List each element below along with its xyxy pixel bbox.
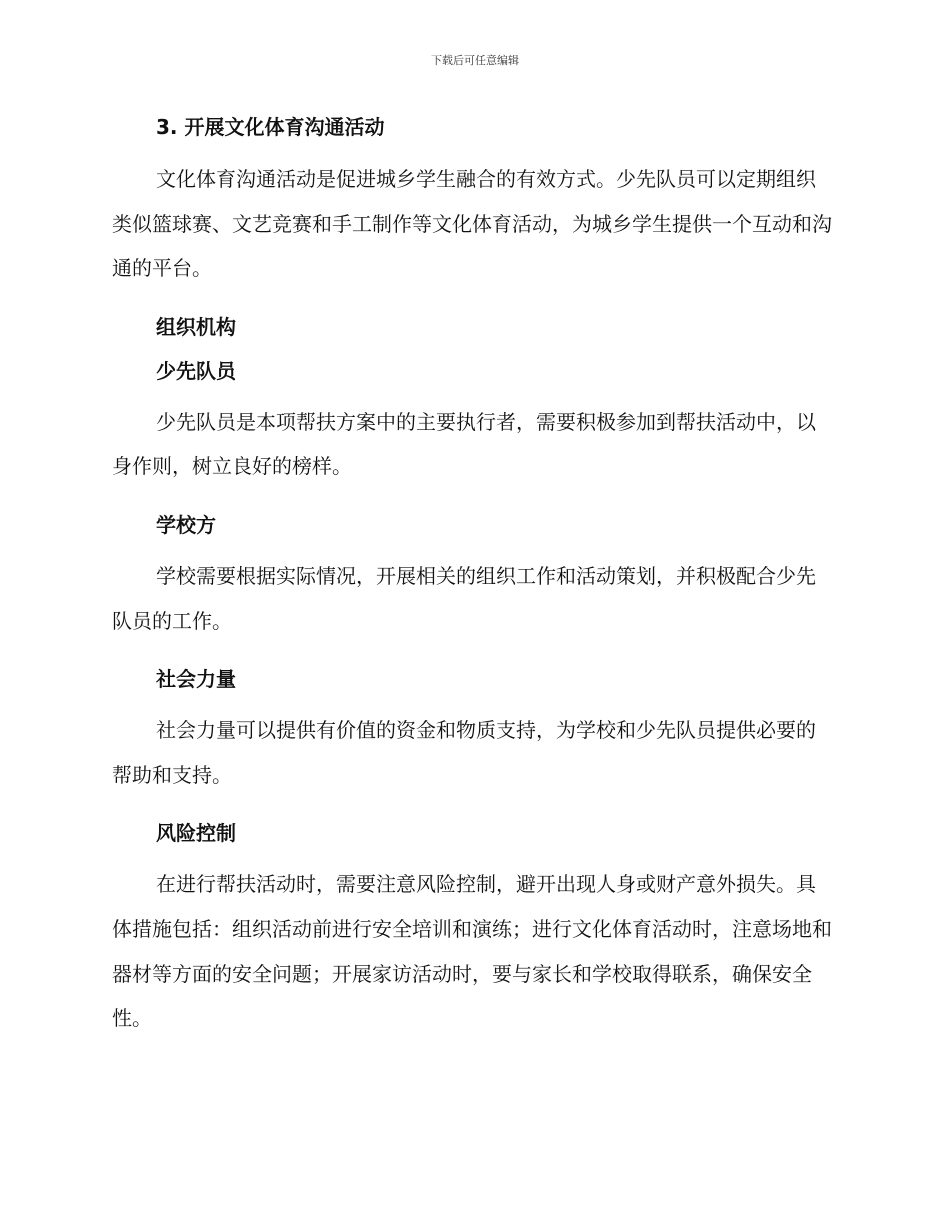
paragraph-pioneers: 少先队员是本项帮扶方案中的主要执行者，需要积极参加到帮扶活动中，以身作则，树立良好的榜样。 [112,409,816,479]
section-heading-activities: 3. 开展文化体育沟通活动 [156,115,385,139]
section-heading-risk: 风险控制 [156,821,236,846]
subheading-school: 学校方 [156,512,216,537]
paragraph-risk: 在进行帮扶活动时，需要注意风险控制，避开出现人身或财产意外损失。具体措施包括：组织活动前进行安全培训和演练；进行文化体育活动时，注意场地和器材等方面的安全问题；开展家访活动时，要与家长和学校取得联系，确保安全性。 [112,872,832,1031]
document-body [112,112,834,1041]
paragraph-society: 社会力量可以提供有价值的资金和物质支持，为学校和少先队员提供必要的帮助和支持。 [112,718,816,787]
subheading-society: 社会力量 [156,667,236,692]
paragraph-school: 学校需要根据实际情况，开展相关的组织工作和活动策划，并积极配合少先队员的工作。 [112,563,816,633]
page-header: 下载后可任意编辑 [431,54,519,67]
section-heading-organization: 组织机构 [156,314,236,339]
paragraph-activities: 文化体育沟通活动是促进城乡学生融合的有效方式。少先队员可以定期组织类似篮球赛、文艺竞赛和手工制作等文化体育活动，为城乡学生提供一个互动和沟通的平台。 [112,167,832,281]
subheading-pioneers: 少先队员 [156,358,236,383]
